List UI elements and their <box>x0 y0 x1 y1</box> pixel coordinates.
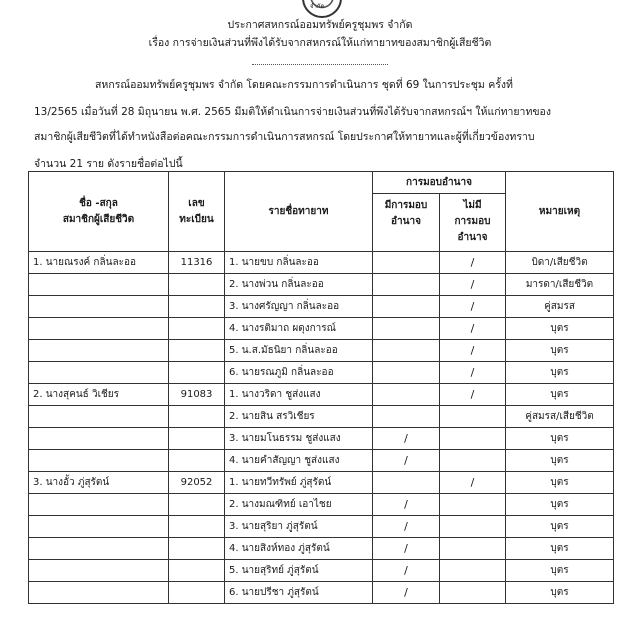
table-row <box>29 384 614 406</box>
heir-name-cell: 3. นางศรัญญา กลิ่นละออ <box>225 296 373 318</box>
poa-no-mark: / <box>440 384 506 406</box>
register-number-cell: 92052 <box>169 472 225 494</box>
poa-no-mark <box>440 406 506 428</box>
table-row <box>29 472 614 494</box>
remarks-cell: บุตร <box>506 450 614 472</box>
register-number-cell: 11316 <box>169 252 225 274</box>
poa-yes-mark <box>373 472 440 494</box>
register-number-cell <box>169 362 225 384</box>
body-line-1: สหกรณ์ออมทรัพย์ครูชุมพร จำกัด โดยคณะกรรมการดำเนินการ ชุดที่ 69 ในการประชุม ครั้งที่ <box>95 79 513 91</box>
table-row <box>29 494 614 516</box>
member-name-cell <box>29 318 169 340</box>
member-name-cell <box>29 494 169 516</box>
remarks-cell: บุตร <box>506 362 614 384</box>
table-row <box>29 560 614 582</box>
poa-yes-mark <box>373 296 440 318</box>
register-number-cell <box>169 516 225 538</box>
poa-yes-mark <box>373 384 440 406</box>
poa-yes-mark: / <box>373 582 440 604</box>
remarks-cell: คู่สมรส/เสียชีวิต <box>506 406 614 428</box>
member-name-cell <box>29 582 169 604</box>
remarks-cell: บุตร <box>506 582 614 604</box>
member-name-cell <box>29 516 169 538</box>
register-number-cell <box>169 274 225 296</box>
header-register-number-line1: เลข <box>188 197 205 209</box>
table-row <box>29 406 614 428</box>
poa-yes-mark: / <box>373 494 440 516</box>
table-row <box>29 538 614 560</box>
header-poa-no <box>440 194 506 252</box>
register-number-cell <box>169 406 225 428</box>
document-title: ประกาศสหกรณ์ออมทรัพย์ครูชุมพร จำกัด <box>227 19 413 31</box>
poa-no-mark: / <box>440 362 506 384</box>
heir-name-cell: 4. นางรติมาถ ผดุงการณ์ <box>225 318 373 340</box>
register-number-cell <box>169 582 225 604</box>
poa-no-mark <box>440 582 506 604</box>
poa-no-mark: / <box>440 274 506 296</box>
heir-name-cell: 2. นางมณฑิทย์ เอาไชย <box>225 494 373 516</box>
poa-no-mark <box>440 560 506 582</box>
register-number-cell: 91083 <box>169 384 225 406</box>
poa-yes-mark <box>373 340 440 362</box>
member-name-cell <box>29 450 169 472</box>
remarks-cell: บุตร <box>506 538 614 560</box>
poa-yes-mark <box>373 406 440 428</box>
table-row <box>29 428 614 450</box>
body-line-4: จำนวน 21 ราย ดังรายชื่อต่อไปนี้ <box>34 158 183 170</box>
register-number-cell <box>169 494 225 516</box>
table-row <box>29 318 614 340</box>
table-row <box>29 340 614 362</box>
poa-no-mark <box>440 538 506 560</box>
title-divider <box>252 64 388 65</box>
table-row <box>29 362 614 384</box>
heir-name-cell: 6. นายปรีชา ภู่สุรัตน์ <box>225 582 373 604</box>
poa-yes-mark: / <box>373 450 440 472</box>
remarks-cell: บุตร <box>506 494 614 516</box>
header-register-number-line2: ทะเบียน <box>179 213 214 225</box>
member-name-cell: 2. นางสุคนธ์ วิเชียร <box>29 384 169 406</box>
poa-no-mark <box>440 494 506 516</box>
remarks-cell: มารดา/เสียชีวิต <box>506 274 614 296</box>
register-number-cell <box>169 450 225 472</box>
remarks-cell: บิดา/เสียชีวิต <box>506 252 614 274</box>
table-row <box>29 252 614 274</box>
poa-yes-mark: / <box>373 538 440 560</box>
member-name-cell <box>29 538 169 560</box>
poa-yes-mark <box>373 362 440 384</box>
table-row <box>29 516 614 538</box>
table-row <box>29 274 614 296</box>
poa-no-mark: / <box>440 318 506 340</box>
member-name-cell <box>29 560 169 582</box>
heir-name-cell: 4. นายสิงห์ทอง ภู่สุรัตน์ <box>225 538 373 560</box>
member-name-cell <box>29 428 169 450</box>
body-line-3: สมาชิกผู้เสียชีวิตที่ได้ทำหนังสือต่อคณะกรรมการดำเนินการสหกรณ์ โดยประกาศให้ทายาทและผู้ที่เกี่ยวข้องทราบ <box>34 131 535 143</box>
header-member-name <box>29 172 169 252</box>
header-remarks: หมายเหตุ <box>506 172 614 252</box>
register-number-cell <box>169 428 225 450</box>
heir-name-cell: 3. นายมโนธรรม ชูส่งแสง <box>225 428 373 450</box>
register-number-cell <box>169 538 225 560</box>
remarks-cell: บุตร <box>506 340 614 362</box>
heir-name-cell: 2. นางพ่วน กลิ่นละออ <box>225 274 373 296</box>
poa-yes-mark: / <box>373 560 440 582</box>
poa-no-mark <box>440 516 506 538</box>
header-poa-no-line1: ไม่มี <box>463 200 482 211</box>
remarks-cell: บุตร <box>506 560 614 582</box>
member-name-cell <box>29 296 169 318</box>
member-name-cell <box>29 340 169 362</box>
header-heir-names: รายชื่อทายาท <box>225 172 373 252</box>
poa-no-mark: / <box>440 472 506 494</box>
heir-name-cell: 6. นายรณภูมิ กลิ่นละออ <box>225 362 373 384</box>
register-number-cell <box>169 560 225 582</box>
heir-name-cell: 4. นายคำสัญญา ชูส่งแสง <box>225 450 373 472</box>
register-number-cell <box>169 318 225 340</box>
poa-no-mark: / <box>440 296 506 318</box>
member-name-cell <box>29 406 169 428</box>
document-subject: เรื่อง การจ่ายเงินส่วนที่พึงได้รับจากสหกรณ์ให้แก่ทายาทของสมาชิกผู้เสียชีวิต <box>148 37 492 49</box>
table-row <box>29 582 614 604</box>
heir-name-cell: 2. นายสิน สรวิเชียร <box>225 406 373 428</box>
emblem-label: จำกัด <box>310 3 325 10</box>
poa-yes-mark <box>373 318 440 340</box>
member-name-cell <box>29 362 169 384</box>
header-poa-no-line2: การมอบ <box>454 216 491 227</box>
remarks-cell: บุตร <box>506 428 614 450</box>
heir-name-cell: 1. นายขบ กลิ่นละออ <box>225 252 373 274</box>
poa-no-mark <box>440 428 506 450</box>
body-line-2: 13/2565 เมื่อวันที่ 28 มิถุนายน พ.ศ. 2565 มีมติให้ดำเนินการจ่ายเงินส่วนที่พึงได้รับจากสหกรณ์ฯ ให้แก่ทายาทของ <box>34 106 551 118</box>
table-row <box>29 296 614 318</box>
member-name-cell: 1. นายณรงค์ กลิ่นละออ <box>29 252 169 274</box>
poa-yes-mark: / <box>373 428 440 450</box>
heirs-table <box>28 171 614 604</box>
header-poa-no-line3: อำนาจ <box>457 232 488 243</box>
poa-yes-mark <box>373 252 440 274</box>
header-member-name-line2: สมาชิกผู้เสียชีวิต <box>62 213 135 225</box>
header-poa-yes-line2: อำนาจ <box>391 216 421 227</box>
register-number-cell <box>169 296 225 318</box>
member-name-cell: 3. นางอั้ว ภู่สุรัตน์ <box>29 472 169 494</box>
remarks-cell: บุตร <box>506 318 614 340</box>
heir-name-cell: 5. น.ส.มัธนิยา กลิ่นละออ <box>225 340 373 362</box>
remarks-cell: คู่สมรส <box>506 296 614 318</box>
poa-no-mark: / <box>440 340 506 362</box>
remarks-cell: บุตร <box>506 516 614 538</box>
heir-name-cell: 5. นายสุริทย์ ภู่สุรัตน์ <box>225 560 373 582</box>
header-register-number <box>169 172 225 252</box>
header-poa-yes-line1: มีการมอบ <box>384 200 428 211</box>
poa-no-mark <box>440 450 506 472</box>
header-poa-yes <box>373 194 440 252</box>
table-body <box>29 252 614 604</box>
header-member-name-line1: ชื่อ -สกุล <box>79 197 118 209</box>
heir-name-cell: 1. นางวริดา ชูส่งแสง <box>225 384 373 406</box>
heir-name-cell: 1. นายทวีทรัพย์ ภู่สุรัตน์ <box>225 472 373 494</box>
header-power-of-attorney: การมอบอำนาจ <box>373 172 506 194</box>
heir-name-cell: 3. นายสุริยา ภู่สุรัตน์ <box>225 516 373 538</box>
poa-yes-mark: / <box>373 516 440 538</box>
register-number-cell <box>169 340 225 362</box>
poa-yes-mark <box>373 274 440 296</box>
remarks-cell: บุตร <box>506 384 614 406</box>
poa-no-mark: / <box>440 252 506 274</box>
remarks-cell: บุตร <box>506 472 614 494</box>
table-row <box>29 450 614 472</box>
member-name-cell <box>29 274 169 296</box>
